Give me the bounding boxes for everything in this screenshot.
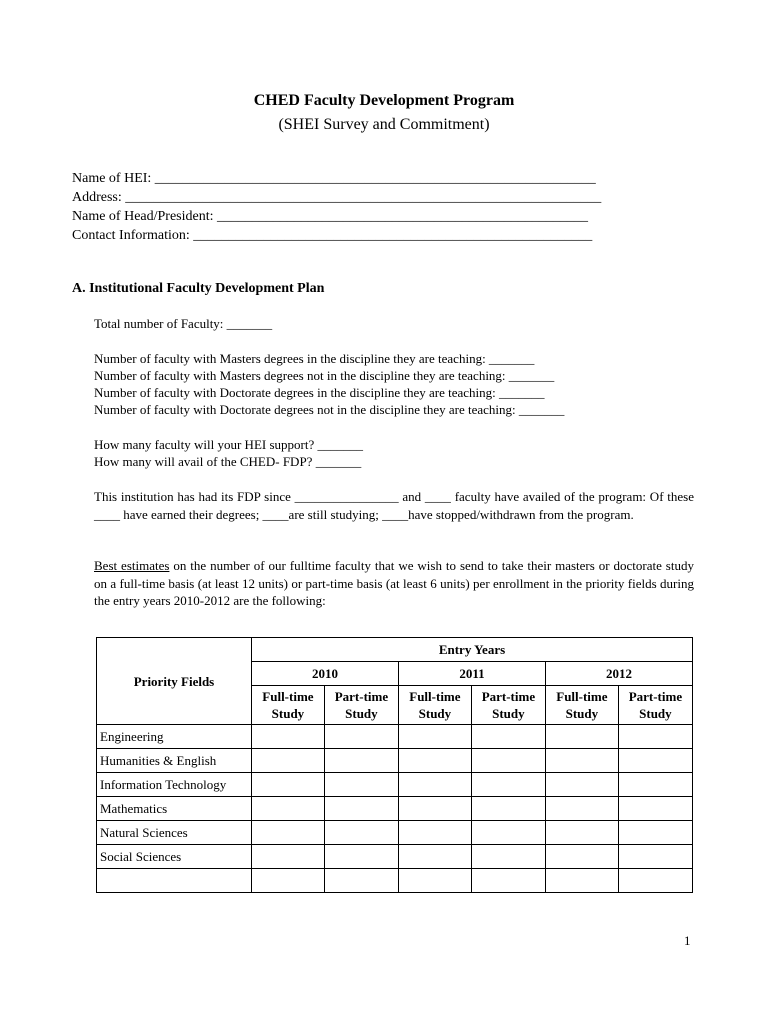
priority-fields-header: Priority Fields	[97, 638, 252, 725]
entry-cell[interactable]	[545, 869, 618, 893]
entry-cell[interactable]	[618, 749, 692, 773]
page-number: 1	[684, 933, 691, 948]
priority-fields-table	[96, 637, 693, 893]
entry-cell[interactable]	[324, 797, 398, 821]
entry-cell[interactable]	[398, 773, 471, 797]
table-header-row-entry	[97, 638, 693, 662]
entry-cell[interactable]	[252, 869, 325, 893]
head-president-field: Name of Head/President: _____________________________________________________	[72, 209, 589, 224]
field-name-cell: Information Technology	[97, 773, 252, 797]
entry-cell[interactable]	[471, 749, 545, 773]
hei-support-line: How many faculty will your HEI support? _______	[94, 437, 363, 452]
table-row	[97, 749, 693, 773]
entry-cell[interactable]	[471, 869, 545, 893]
entry-cell[interactable]	[398, 725, 471, 749]
doctorate-not-in-discipline-line: Number of faculty with Doctorate degrees not in the discipline they are teaching: _______	[94, 402, 565, 417]
entry-cell[interactable]	[618, 773, 692, 797]
entry-cell[interactable]	[618, 821, 692, 845]
entry-cell[interactable]	[618, 845, 692, 869]
field-name-cell: Humanities & English	[97, 749, 252, 773]
entry-cell[interactable]	[324, 869, 398, 893]
entry-cell[interactable]	[398, 797, 471, 821]
entry-cell[interactable]	[398, 845, 471, 869]
best-estimates-text: on the number of our fulltime faculty that we wish to send to take their masters or doctorate study on a full-time basis (at least 12 units) or part-time basis (at least 6 units) per enrollment in the priority fields during the entry years 2010-2012 are the following:	[94, 558, 694, 608]
entry-cell[interactable]	[545, 821, 618, 845]
entry-cell[interactable]	[545, 749, 618, 773]
entry-cell[interactable]	[324, 749, 398, 773]
part-time-header-2012: Part-time Study	[618, 686, 692, 725]
total-faculty-line: Total number of Faculty: _______	[94, 316, 273, 331]
address-field: Address: ____________________________________________________________________	[72, 190, 602, 205]
entry-cell[interactable]	[545, 773, 618, 797]
section-a-heading: A. Institutional Faculty Development Plan	[72, 281, 325, 296]
entry-cell[interactable]	[618, 725, 692, 749]
doctorate-in-discipline-line: Number of faculty with Doctorate degrees in the discipline they are teaching: _______	[94, 385, 545, 400]
year-header-2011: 2011	[398, 662, 545, 686]
entry-cell[interactable]	[545, 845, 618, 869]
field-name-cell[interactable]	[97, 869, 252, 893]
year-header-2010: 2010	[252, 662, 399, 686]
entry-cell[interactable]	[252, 797, 325, 821]
table-row	[97, 797, 693, 821]
fdp-history-paragraph: This institution has had its FDP since ________________ and ____ faculty have availed of the program: Of these ____ have earned their degrees; ____are still studying; ____have stopped/withdrawn from the program.	[94, 489, 694, 522]
entry-cell[interactable]	[545, 797, 618, 821]
entry-cell[interactable]	[471, 725, 545, 749]
entry-cell[interactable]	[471, 845, 545, 869]
hei-name-field: Name of HEI: _______________________________________________________________	[72, 171, 596, 186]
table-row	[97, 773, 693, 797]
part-time-header-2011: Part-time Study	[471, 686, 545, 725]
field-name-cell: Social Sciences	[97, 845, 252, 869]
entry-cell[interactable]	[252, 749, 325, 773]
full-time-header-2011: Full-time Study	[398, 686, 471, 725]
field-name-cell: Mathematics	[97, 797, 252, 821]
table-row	[97, 869, 693, 893]
entry-cell[interactable]	[618, 797, 692, 821]
entry-cell[interactable]	[252, 845, 325, 869]
entry-cell[interactable]	[398, 869, 471, 893]
entry-cell[interactable]	[324, 821, 398, 845]
entry-years-header: Entry Years	[252, 638, 693, 662]
entry-cell[interactable]	[398, 749, 471, 773]
table-row	[97, 821, 693, 845]
entry-cell[interactable]	[398, 821, 471, 845]
entry-cell[interactable]	[545, 725, 618, 749]
document-subtitle: (SHEI Survey and Commitment)	[278, 116, 490, 133]
best-estimates-lead: Best estimates	[94, 558, 170, 573]
document-title: CHED Faculty Development Program	[253, 92, 515, 109]
part-time-header-2010: Part-time Study	[324, 686, 398, 725]
entry-cell[interactable]	[324, 725, 398, 749]
masters-in-discipline-line: Number of faculty with Masters degrees in the discipline they are teaching: _______	[94, 351, 535, 366]
entry-cell[interactable]	[252, 725, 325, 749]
contact-info-field: Contact Information: _________________________________________________________	[72, 228, 593, 243]
entry-cell[interactable]	[471, 773, 545, 797]
year-header-2012: 2012	[545, 662, 692, 686]
table-row	[97, 845, 693, 869]
entry-cell[interactable]	[471, 821, 545, 845]
field-name-cell: Natural Sciences	[97, 821, 252, 845]
full-time-header-2012: Full-time Study	[545, 686, 618, 725]
full-time-header-2010: Full-time Study	[252, 686, 325, 725]
entry-cell[interactable]	[324, 773, 398, 797]
best-estimates-paragraph	[94, 557, 694, 610]
table-row	[97, 725, 693, 749]
ched-fdp-line: How many will avail of the CHED- FDP? _______	[94, 454, 362, 469]
entry-cell[interactable]	[252, 773, 325, 797]
entry-cell[interactable]	[252, 821, 325, 845]
entry-cell[interactable]	[618, 869, 692, 893]
entry-cell[interactable]	[324, 845, 398, 869]
masters-not-in-discipline-line: Number of faculty with Masters degrees not in the discipline they are teaching: _______	[94, 368, 555, 383]
field-name-cell: Engineering	[97, 725, 252, 749]
entry-cell[interactable]	[471, 797, 545, 821]
